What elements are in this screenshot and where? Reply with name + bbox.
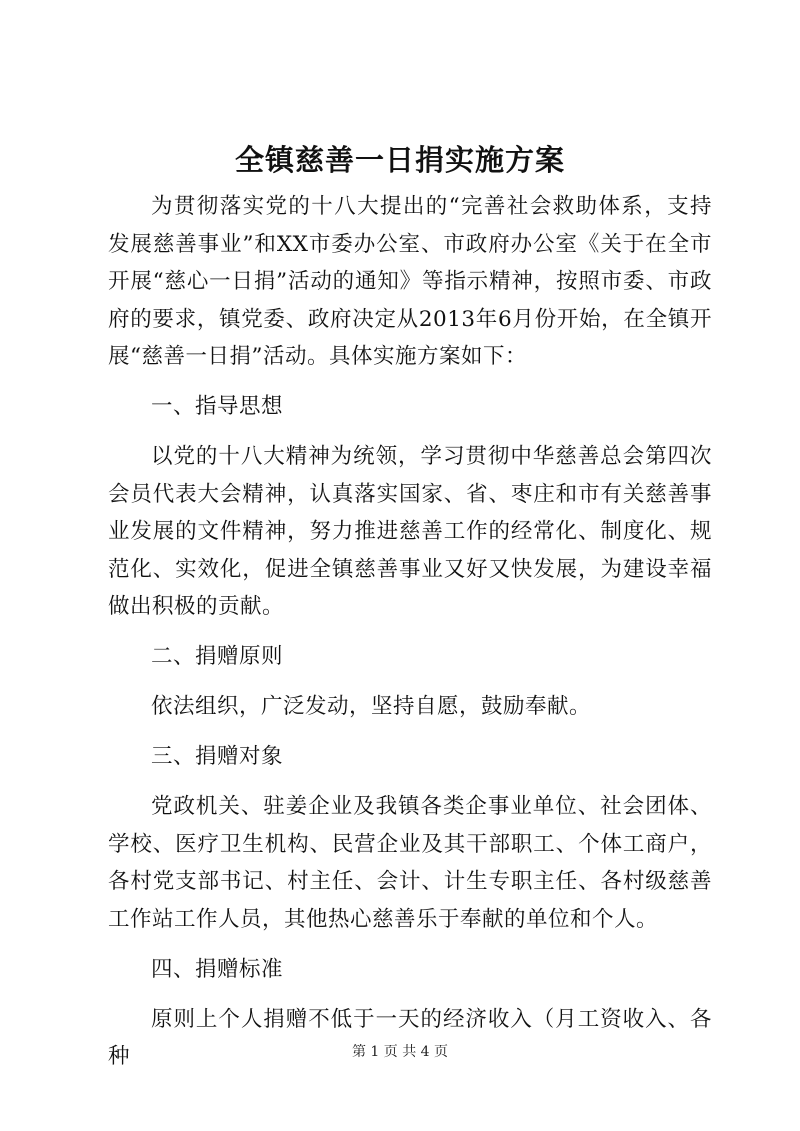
- page-number-footer: 第 1 页 共 4 页: [351, 1044, 449, 1060]
- document-title: 全镇慈善一日捐实施方案: [234, 143, 565, 177]
- section-body-donation-targets: 党政机关、驻姜企业及我镇各类企事业单位、社会团体、学校、医疗卫生机构、民营企业及其干部职工、个体工商户，各村党支部书记、村主任、会计、计生专职主任、各村级慈善工作站工作人员，其他热心慈善乐于奉献的单位和个人。: [108, 794, 712, 932]
- section-heading-guiding-ideology: 一、指导思想: [151, 394, 284, 419]
- section-heading-donation-principles: 二、捐赠原则: [151, 644, 284, 669]
- section-body-guiding-ideology: 以党的十八大精神为统领，学习贯彻中华慈善总会第四次会员代表大会精神，认真落实国家、省、枣庄和市有关慈善事业发展的文件精神，努力推进慈善工作的经常化、制度化、规范化、实效化，促进全镇慈善事业又好又快发展，为建设幸福做出积极的贡献。: [108, 444, 712, 619]
- section-body-donation-principles: 依法组织，广泛发动，坚持自愿，鼓励奉献。: [151, 694, 592, 719]
- section-body-donation-standards: 原则上个人捐赠不低于一天的经济收入（月工资收入、各种: [108, 1006, 712, 1069]
- document-body: [108, 188, 712, 1088]
- section-heading-donation-targets: 三、捐赠对象: [151, 744, 284, 769]
- intro-paragraph: 为贯彻落实党的十八大提出的“完善社会救助体系，支持发展慈善事业”和XX市委办公室、市政府办公室《关于在全市开展“慈心一日捐”活动的通知》等指示精神，按照市委、市政府的要求，镇党委、政府决定从2013年6月份开始，在全镇开展“慈善一日捐”活动。具体实施方案如下：: [108, 194, 712, 369]
- section-heading-donation-standards: 四、捐赠标准: [151, 956, 284, 982]
